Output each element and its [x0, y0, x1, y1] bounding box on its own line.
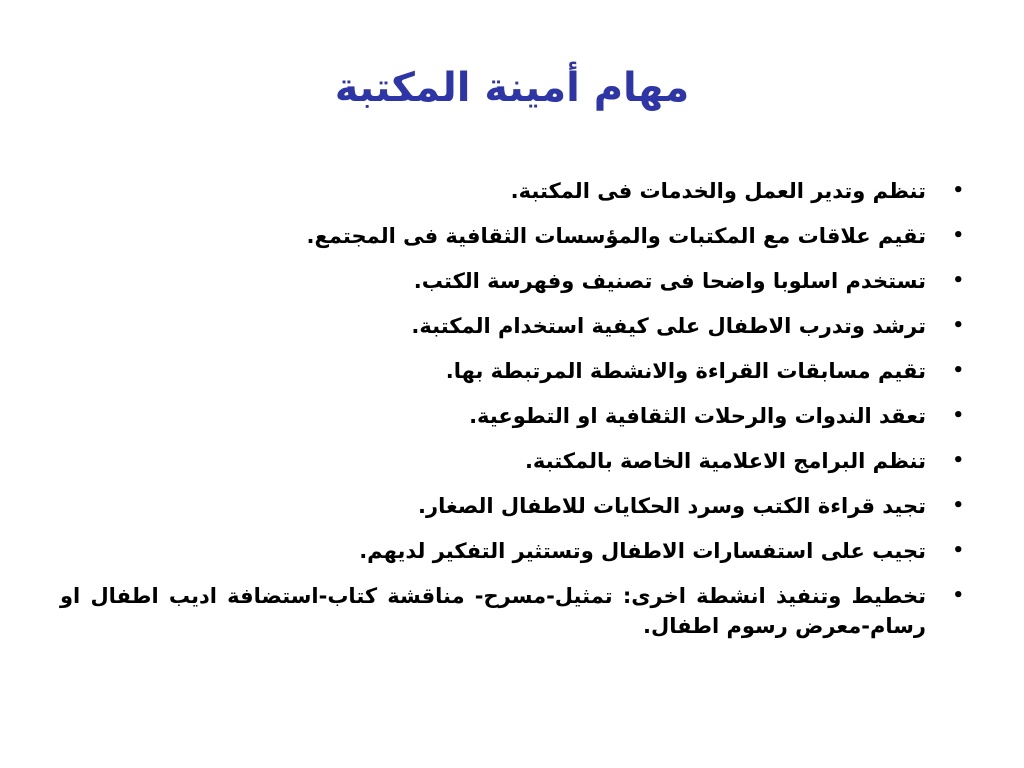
list-item-text: تعقد الندوات والرحلات الثقافية او التطوعية.: [469, 404, 926, 428]
bullet-dot-icon: •: [952, 585, 964, 606]
list-item: [60, 581, 970, 641]
bullet-dot-icon: •: [952, 225, 964, 246]
slide-title: مهام أمينة المكتبة: [334, 65, 690, 111]
list-item-text: تستخدم اسلوبا واضحا فى تصنيف وفهرسة الكتب.: [413, 269, 926, 293]
bullet-dot-icon: •: [952, 180, 964, 201]
list-item: [60, 401, 970, 431]
list-item: [60, 446, 970, 476]
list-item: [60, 536, 970, 566]
bullet-dot-icon: •: [952, 315, 964, 336]
list-item: [60, 266, 970, 296]
bullet-dot-icon: •: [952, 450, 964, 471]
list-item: [60, 311, 970, 341]
list-item-text: تنظم وتدير العمل والخدمات فى المكتبة.: [510, 179, 926, 203]
list-item: [60, 176, 970, 206]
list-item: [60, 356, 970, 386]
list-item-text: تخطيط وتنفيذ انشطة اخرى: تمثيل-مسرح- مناقشة كتاب-استضافة اديب اطفال او رسام-معرض رسوم اطفال.: [60, 584, 926, 638]
list-item-text: تجيب على استفسارات الاطفال وتستثير التفكير لديهم.: [359, 539, 926, 563]
list-item-text: ترشد وتدرب الاطفال على كيفية استخدام المكتبة.: [411, 314, 926, 338]
bullet-dot-icon: •: [952, 495, 964, 516]
list-item: [60, 491, 970, 521]
bullet-dot-icon: •: [952, 540, 964, 561]
bullet-dot-icon: •: [952, 360, 964, 381]
list-item: [60, 221, 970, 251]
bullet-list: [60, 176, 970, 656]
list-item-text: تجيد قراءة الكتب وسرد الحكايات للاطفال الصغار.: [418, 494, 926, 518]
bullet-dot-icon: •: [952, 405, 964, 426]
bullet-dot-icon: •: [952, 270, 964, 291]
list-item-text: تقيم مسابقات القراءة والانشطة المرتبطة بها.: [445, 359, 926, 383]
list-item-text: تنظم البرامج الاعلامية الخاصة بالمكتبة.: [524, 449, 926, 473]
list-item-text: تقيم علاقات مع المكتبات والمؤسسات الثقافية فى المجتمع.: [306, 224, 926, 248]
